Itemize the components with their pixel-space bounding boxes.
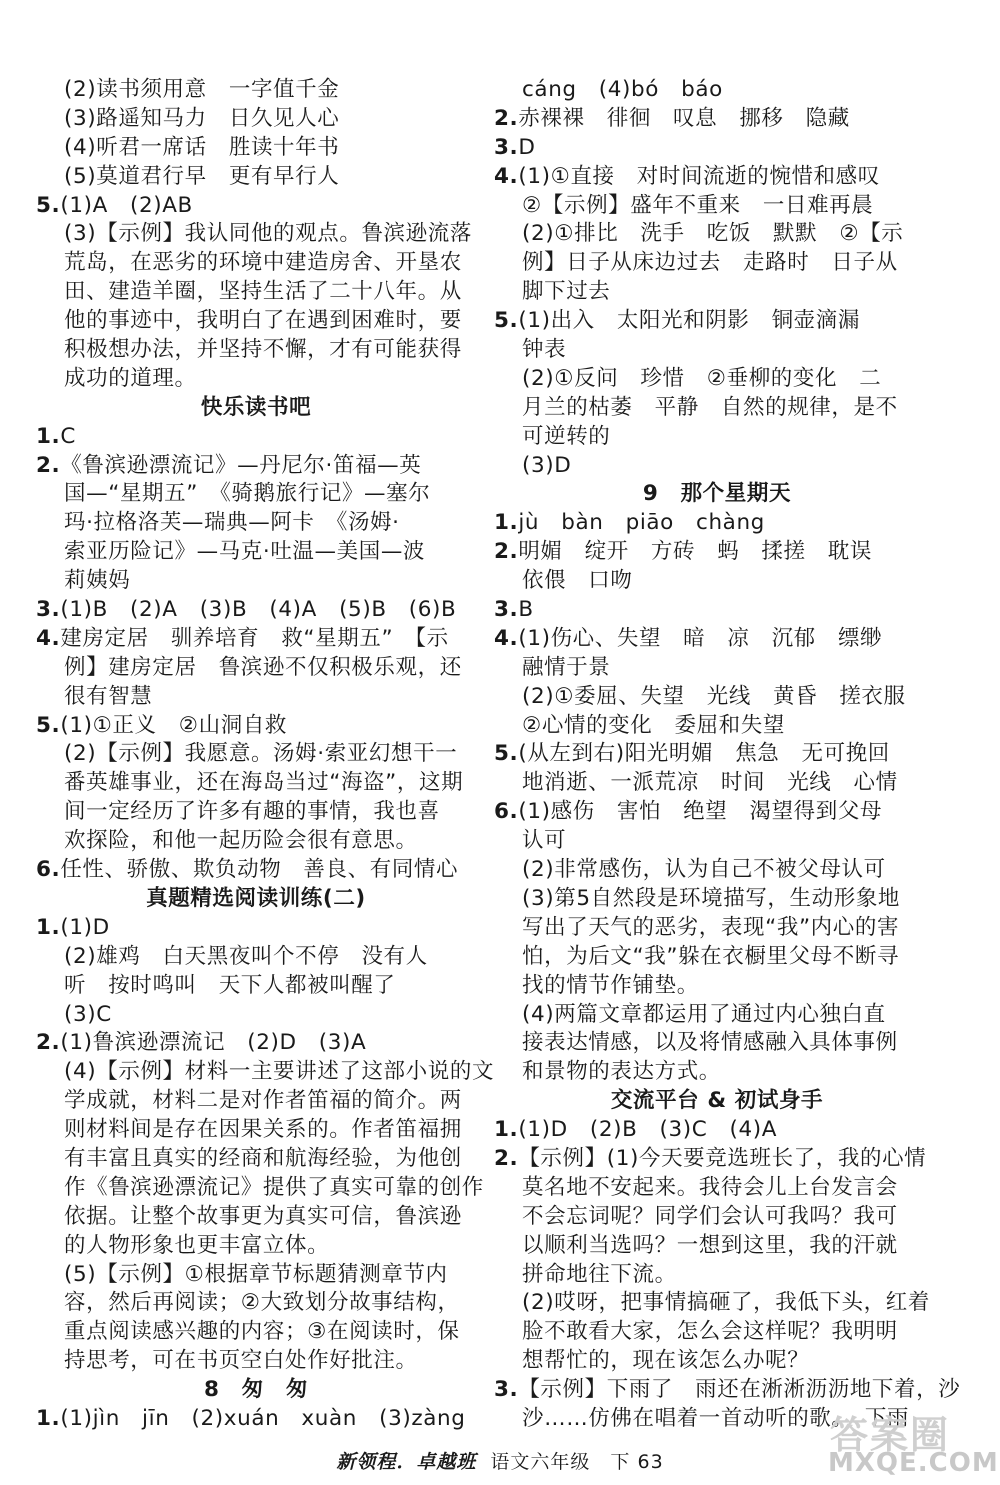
- answer-text: 积极想办法，并坚持不懈，才有可能获得: [64, 337, 462, 363]
- answer-text: 依据。让整个故事更为真实可信，鲁滨逊: [64, 1203, 462, 1229]
- answer-line: [494, 220, 940, 249]
- question-number: 5.: [494, 741, 519, 767]
- answer-text: 田、建造羊圈，坚持生活了二十八年。从: [64, 279, 462, 305]
- question-number: 1.: [36, 423, 61, 449]
- answer-text: (2)【示例】我愿意。汤姆·索亚幻想干一: [64, 741, 458, 767]
- answer-text: (3)D: [522, 452, 572, 478]
- answer-text: 玛·拉格洛芙—瑞典—阿卡 《汤姆·: [64, 510, 400, 536]
- answer-text: (2)①排比 洗手 吃饭 默默 ②【示: [522, 221, 904, 247]
- answer-line: [494, 943, 940, 972]
- answer-line: [36, 769, 476, 798]
- question-number: 3.: [36, 597, 61, 623]
- answer-line: [36, 856, 476, 885]
- answer-text: 怕，为后文“我”躲在衣橱里父母不断寻: [522, 943, 900, 969]
- answer-line: [494, 567, 940, 596]
- answer-line: [494, 307, 940, 336]
- question-number: 1.: [494, 1117, 519, 1143]
- answer-line: [494, 1318, 940, 1347]
- answer-line: [36, 625, 476, 654]
- question-number: 6.: [494, 799, 519, 825]
- answer-line: [36, 509, 476, 538]
- answer-text: 沙……仿佛在唱着一首动听的歌。 下雨: [522, 1405, 910, 1431]
- answer-line: [494, 683, 940, 712]
- answer-text: 【示例】(1)今天要竞选班长了，我的心情: [518, 1145, 927, 1171]
- answer-text: (3)路遥知马力 日久见人心: [64, 105, 340, 131]
- answer-line: [494, 1116, 940, 1145]
- answer-line: [494, 1232, 940, 1261]
- answer-text: (1)jìn jīn (2)xuán xuàn (3)zàng: [60, 1405, 466, 1431]
- answer-line: [494, 972, 940, 1001]
- answer-text: 则材料间是存在因果关系的。作者笛福拥: [64, 1117, 462, 1143]
- question-number: 3.: [494, 597, 519, 623]
- subject-grade: 语文六年级 下: [490, 1451, 631, 1473]
- question-number: 2.: [494, 539, 519, 565]
- answer-text: 和景物的表达方式。: [522, 1059, 721, 1085]
- answer-line: [494, 423, 940, 452]
- answer-text: (5)莫道君行早 更有早行人: [64, 163, 340, 189]
- answer-text: 写出了天气的恶劣，表现“我”内心的害: [522, 914, 900, 940]
- answer-line: [494, 249, 940, 278]
- answer-text: 例】日子从床边过去 走路时 日子从: [522, 250, 898, 276]
- answer-text: 认可: [522, 828, 567, 854]
- answer-line: [494, 336, 940, 365]
- answer-line: [494, 885, 940, 914]
- answer-line: [494, 625, 940, 654]
- question-number: 3.: [494, 134, 519, 160]
- answer-line: [36, 336, 476, 365]
- answer-line: [36, 192, 476, 221]
- answer-line: [36, 1174, 484, 1203]
- answer-line: [36, 76, 476, 105]
- answer-line: [36, 1347, 476, 1376]
- answer-line: [494, 712, 940, 741]
- answer-text: 脸不敢看大家，怎么会这样呢？我明明: [522, 1319, 898, 1345]
- answer-text: 明媚 绽开 方砖 蚂 揉搓 耽误: [518, 539, 872, 565]
- answer-line: [494, 827, 940, 856]
- answer-text: (1)①正义 ②山洞自救: [60, 712, 288, 738]
- section-heading: 9 那个星期天: [642, 481, 792, 507]
- answer-text: 作《鲁滨逊漂流记》提供了真实可靠的创作: [64, 1174, 484, 1200]
- answer-text: 钟表: [522, 337, 567, 363]
- answer-text: 赤裸裸 徘徊 叹息 挪移 隐藏: [518, 105, 850, 131]
- answer-text: (1)①直接 对时间流逝的惋惜和感叹: [518, 163, 880, 189]
- question-number: 5.: [36, 192, 61, 218]
- answer-line: [494, 509, 940, 538]
- answer-text: (2)读书须用意 一字值千金: [64, 77, 340, 102]
- answer-text: (1)出入 太阳光和阴影 铜壶滴漏: [518, 308, 860, 334]
- answer-line: [494, 163, 940, 192]
- watermark-logo-text: 答案圈: [830, 1412, 951, 1457]
- answer-text: 持思考，可在书页空白处作好批注。: [64, 1348, 418, 1374]
- answer-line: [36, 480, 476, 509]
- section-heading: 8 匆 匆: [204, 1377, 308, 1403]
- answer-line: [36, 1087, 476, 1116]
- answer-line: [36, 654, 476, 683]
- answer-line: [494, 856, 940, 885]
- answer-text: 学成就，材料二是对作者笛福的简介。两: [64, 1088, 462, 1114]
- answer-text: 任性、骄傲、欺负动物 善良、有同情心: [60, 857, 459, 883]
- answer-text: C: [60, 423, 76, 449]
- answer-text: (2)①反问 珍惜 ②垂柳的变化 二: [522, 365, 882, 391]
- answer-text: 有丰富且真实的经商和航海经验，为他创: [64, 1145, 462, 1171]
- answer-text: 欢探险，和他一起历险会很有意思。: [64, 828, 418, 854]
- answer-line: [36, 1145, 476, 1174]
- question-number: 1.: [494, 510, 519, 536]
- answer-line: [494, 278, 940, 307]
- answer-text: ②心情的变化 委屈和失望: [522, 712, 785, 738]
- answer-line: [494, 192, 940, 221]
- answer-line: [36, 1116, 476, 1145]
- answer-text: (2)非常感伤，认为自己不被父母认可: [522, 857, 886, 883]
- answer-line: [494, 1145, 940, 1174]
- answer-text: 例】建房定居 鲁滨逊不仅积极乐观，还: [64, 654, 462, 680]
- answer-line: [494, 76, 940, 105]
- answer-line: [36, 567, 476, 596]
- question-number: 2.: [36, 452, 61, 478]
- answer-line: [494, 1289, 940, 1318]
- question-number: 5.: [36, 712, 61, 738]
- answer-line: [494, 365, 940, 394]
- answer-text: (4)【示例】材料一主要讲述了这部小说的文: [64, 1059, 495, 1085]
- page-number: 63: [637, 1451, 664, 1473]
- answer-line: [494, 394, 940, 423]
- answer-line: [36, 423, 476, 452]
- answer-text: 重点阅读感兴趣的内容；③在阅读时，保: [64, 1319, 460, 1345]
- answer-line: [36, 1203, 476, 1232]
- answer-text: (2)哎呀，把事情搞砸了，我低下头，红着: [522, 1290, 930, 1316]
- answer-text: (3)C: [64, 1001, 112, 1027]
- answer-text: (2)①委屈、失望 光线 黄昏 搓衣服: [522, 683, 906, 709]
- question-number: 6.: [36, 857, 61, 883]
- question-number: 4.: [494, 163, 519, 189]
- answer-line: [494, 654, 940, 683]
- answer-line: [36, 134, 476, 163]
- answer-text: (1)A (2)AB: [60, 192, 193, 218]
- answer-line: [36, 683, 476, 712]
- answer-text: 《鲁滨逊漂流记》—丹尼尔·笛福—英: [60, 452, 422, 478]
- answer-line: [36, 538, 476, 567]
- answer-line: [494, 1203, 940, 1232]
- answer-line: [494, 452, 940, 481]
- answer-text: (从左到右)阳光明媚 焦急 无可挽回: [518, 741, 890, 767]
- question-number: 2.: [494, 105, 519, 131]
- answer-text: (3)第5自然段是环境描写，生动形象地: [522, 885, 901, 911]
- question-number: 1.: [36, 1405, 61, 1431]
- answer-text: D: [518, 134, 536, 160]
- answer-text: ②【示例】盛年不重来 一日难再晨: [522, 192, 874, 218]
- answer-line: [36, 740, 476, 769]
- answer-text: 听 按时鸣叫 天下人都被叫醒了: [64, 972, 396, 998]
- answer-text: (1)感伤 害怕 绝望 渴望得到父母: [518, 799, 883, 825]
- answer-text: 番英雄事业，还在海岛当过“海盗”，这期: [64, 770, 464, 796]
- answer-line: [36, 307, 476, 336]
- section-heading: 快乐读书吧: [200, 394, 312, 420]
- answer-text: (1)D: [60, 914, 110, 940]
- question-number: 2.: [494, 1145, 519, 1171]
- answer-text: 莫名地不安起来。我待会儿上台发言会: [522, 1174, 898, 1200]
- answer-text: 以顺利当选吗？一想到这里，我的汗就: [522, 1232, 898, 1258]
- answer-text: 依偎 口吻: [522, 568, 633, 594]
- answer-line: [36, 827, 476, 856]
- question-number: 3.: [494, 1377, 519, 1403]
- answer-text: 接表达情感，以及将情感融入具体事例: [522, 1030, 898, 1056]
- answer-text: (4)两篇文章都运用了通过内心独白直: [522, 1001, 886, 1027]
- answer-line: [494, 596, 940, 625]
- answer-text: 的人物形象也更丰富立体。: [64, 1232, 330, 1258]
- question-number: 1.: [36, 914, 61, 940]
- answer-line: [494, 1347, 940, 1376]
- answer-line: [494, 914, 940, 943]
- answer-line: [494, 740, 940, 769]
- answer-line: [36, 163, 476, 192]
- answer-text: 【示例】下雨了 雨还在淅淅沥沥地下着，沙: [518, 1377, 961, 1403]
- answer-text: 间一定经历了许多有趣的事情，我也喜: [64, 799, 440, 825]
- answer-text: 拼命地往下流。: [522, 1261, 677, 1287]
- answer-text: 不会忘词呢？同学们会认可我吗？我可: [522, 1203, 898, 1229]
- answer-line: [36, 1405, 476, 1434]
- answer-line: [36, 1289, 476, 1318]
- answer-line: [36, 220, 476, 249]
- answer-line: [36, 798, 476, 827]
- answer-text: 索亚历险记》—马克·吐温—美国—波: [64, 539, 426, 565]
- answer-line: [36, 1001, 476, 1030]
- answer-text: 国—“星期五” 《骑鹅旅行记》—塞尔: [64, 481, 431, 507]
- answer-text: 容，然后再阅读；②大致划分故事结构，: [64, 1290, 460, 1316]
- answer-text: 地消逝、一派荒凉 时间 光线 心情: [522, 770, 898, 796]
- answer-line: [36, 972, 476, 1001]
- answer-text: 月兰的枯萎 平静 自然的规律，是不: [522, 394, 898, 420]
- answer-line: [36, 249, 476, 278]
- answer-line: [36, 712, 476, 741]
- answer-text: 想帮忙的，现在该怎么办呢？: [522, 1348, 810, 1374]
- answer-line: [36, 365, 476, 394]
- answer-line: [494, 1001, 940, 1030]
- answer-line: [494, 134, 940, 163]
- answer-text: (1)B (2)A (3)B (4)A (5)B (6)B: [60, 597, 457, 623]
- answer-text: (1)伤心、失望 暗 凉 沉郁 缥缈: [518, 625, 883, 651]
- answer-line: [36, 1318, 476, 1347]
- left-column: [36, 76, 495, 1434]
- question-number: 4.: [36, 625, 61, 651]
- answer-line: [494, 1029, 940, 1058]
- answer-text: 找的情节作铺垫。: [522, 972, 699, 998]
- answer-text: (2)雄鸡 白天黑夜叫个不停 没有人: [64, 943, 428, 969]
- answer-text: (1)鲁滨逊漂流记 (2)D (3)A: [60, 1030, 367, 1056]
- answer-text: 脚下过去: [522, 279, 611, 305]
- answer-line: [494, 769, 940, 798]
- answer-text: B: [518, 597, 534, 623]
- answer-text: 很有智慧: [64, 683, 153, 709]
- answer-line: [36, 943, 476, 972]
- answer-text: cáng (4)bó báo: [522, 77, 723, 102]
- answer-text: (3)【示例】我认同他的观点。鲁滨逊流落: [64, 221, 472, 247]
- answer-line: [494, 1376, 961, 1405]
- answer-line: [36, 1029, 476, 1058]
- answer-line: [36, 1232, 476, 1261]
- answer-text: 莉姨妈: [64, 568, 131, 594]
- section-heading: 交流平台 & 初试身手: [610, 1088, 824, 1114]
- answer-line: [36, 914, 476, 943]
- answer-text: 荒岛，在恶劣的环境中建造房舍、开垦农: [64, 250, 462, 276]
- answer-text: (1)D (2)B (3)C (4)A: [518, 1117, 778, 1143]
- answer-line: [494, 1174, 940, 1203]
- question-number: 5.: [494, 308, 519, 334]
- right-column: [494, 76, 961, 1434]
- answer-line: [36, 278, 476, 307]
- question-number: 2.: [36, 1030, 61, 1056]
- site-watermark: [824, 1404, 999, 1482]
- answer-text: (5)【示例】①根据章节标题猜测章节内: [64, 1261, 448, 1287]
- question-number: 4.: [494, 625, 519, 651]
- answer-line: [36, 1261, 476, 1290]
- answer-line: [36, 596, 476, 625]
- book-brand: 新领程．卓越班: [336, 1451, 477, 1473]
- answer-text: 他的事迹中，我明白了在遇到困难时，要: [64, 308, 462, 334]
- answer-line: [494, 1058, 940, 1087]
- answer-text: 建房定居 驯养培育 救“星期五” 【示: [60, 625, 449, 651]
- answer-line: [494, 105, 940, 134]
- answer-line: [494, 798, 940, 827]
- section-heading: 真题精选阅读训练(二): [146, 885, 366, 911]
- answer-text: 可逆转的: [522, 423, 611, 449]
- answer-text: (4)听君一席话 胜读十年书: [64, 134, 340, 160]
- answer-text: 成功的道理。: [64, 365, 197, 391]
- answer-text: jù bàn piāo chàng: [518, 510, 765, 536]
- answer-line: [36, 452, 476, 481]
- answer-line: [36, 105, 476, 134]
- watermark-url: MXQE.COM: [828, 1448, 999, 1478]
- answer-line: [36, 1058, 495, 1087]
- answer-text: 融情于景: [522, 654, 611, 680]
- answer-line: [494, 1261, 940, 1290]
- answer-line: [494, 538, 940, 567]
